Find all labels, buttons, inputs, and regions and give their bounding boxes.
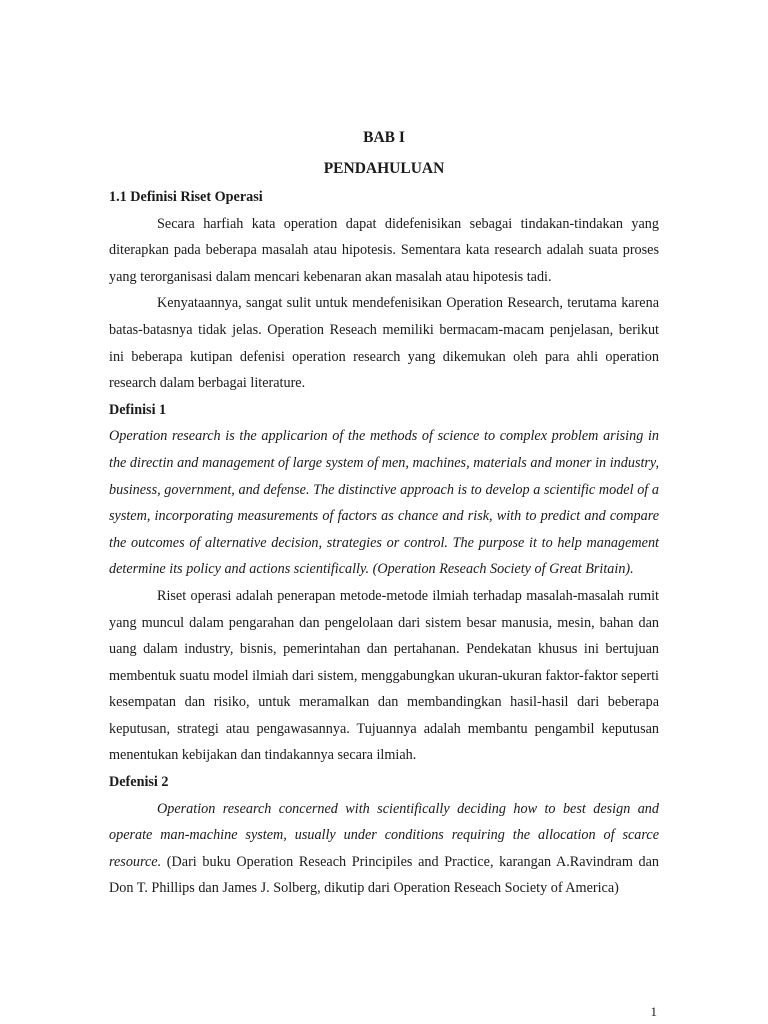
- section-heading: 1.1 Definisi Riset Operasi: [109, 189, 263, 205]
- chapter-title: PENDAHULUAN: [323, 160, 445, 177]
- paragraph-context: Kenyataannya, sangat sulit untuk mendefenisikan Operation Research, terutama karena batas-batasnya tidak jelas. Operation Reseach memiliki bermacam-macam penjelasan, berikut ini beberapa kutipan defenisi operation research yang dikemukan oleh para ahli operation research dalam berbagai literature.: [109, 295, 659, 392]
- definition-1-heading: Definisi 1: [109, 401, 167, 418]
- definition-2-paragraph: [109, 796, 659, 902]
- paragraph-intro: Secara harfiah kata operation dapat didefenisikan sebagai tindakan-tindakan yang diterapkan pada beberapa masalah atau hipotesis. Sementara kata research adalah suata proses yang terorganisasi dalam mencari kebenaran akan masalah atau hipotesis tadi.: [109, 215, 659, 285]
- document-page: [109, 124, 659, 902]
- definition-1-quote: Operation research is the applicarion of the methods of science to complex problem arising in the directin and management of large system of men, machines, materials and moner in industry, business, government, and defense. The distinctive approach is to develop a scientific model of a system, incorporating measurements of factors as chance and risk, with to predict and compare the outcomes of alternative decision, strategies or control. The purpose it to help management determine its policy and actions scientifically. (Operation Reseach Society of Great Britain).: [109, 428, 659, 578]
- definition-1-explanation: Riset operasi adalah penerapan metode-metode ilmiah terhadap masalah-masalah rumit yang muncul dalam pengarahan dan pengelolaan dari sistem besar manusia, mesin, bahan dan uang dalam industry, bisnis, pemerintahan dan pertahanan. Pendekatan khusus ini bertujuan membentuk suatu model ilmiah dari sistem, menggabungkan ukuran-ukuran faktor-faktor seperti kesempatan dan risiko, untuk meramalkan dan membandingkan hasil-hasil dari beberapa keputusan, strategi atau pengawasannya. Tujuannya adalah membantu pengambil keputusan menentukan kebijakan dan tindakannya secara ilmiah.: [109, 587, 659, 764]
- chapter-number: BAB I: [363, 129, 405, 146]
- page-number: 1: [650, 1004, 657, 1019]
- definition-2-heading: Defenisi 2: [109, 774, 169, 791]
- definition-2-quote: Operation research concerned with scientifically deciding how to best design and operate man-machine system, usually under conditions requiring the allocation of scarce resource.: [109, 800, 659, 870]
- definition-2-citation: (Dari buku Operation Reseach Principiles and Practice, karangan A.Ravindram dan Don T. Phillips dan James J. Solberg, dikutip dari Operation Reseach Society of America): [109, 853, 659, 897]
